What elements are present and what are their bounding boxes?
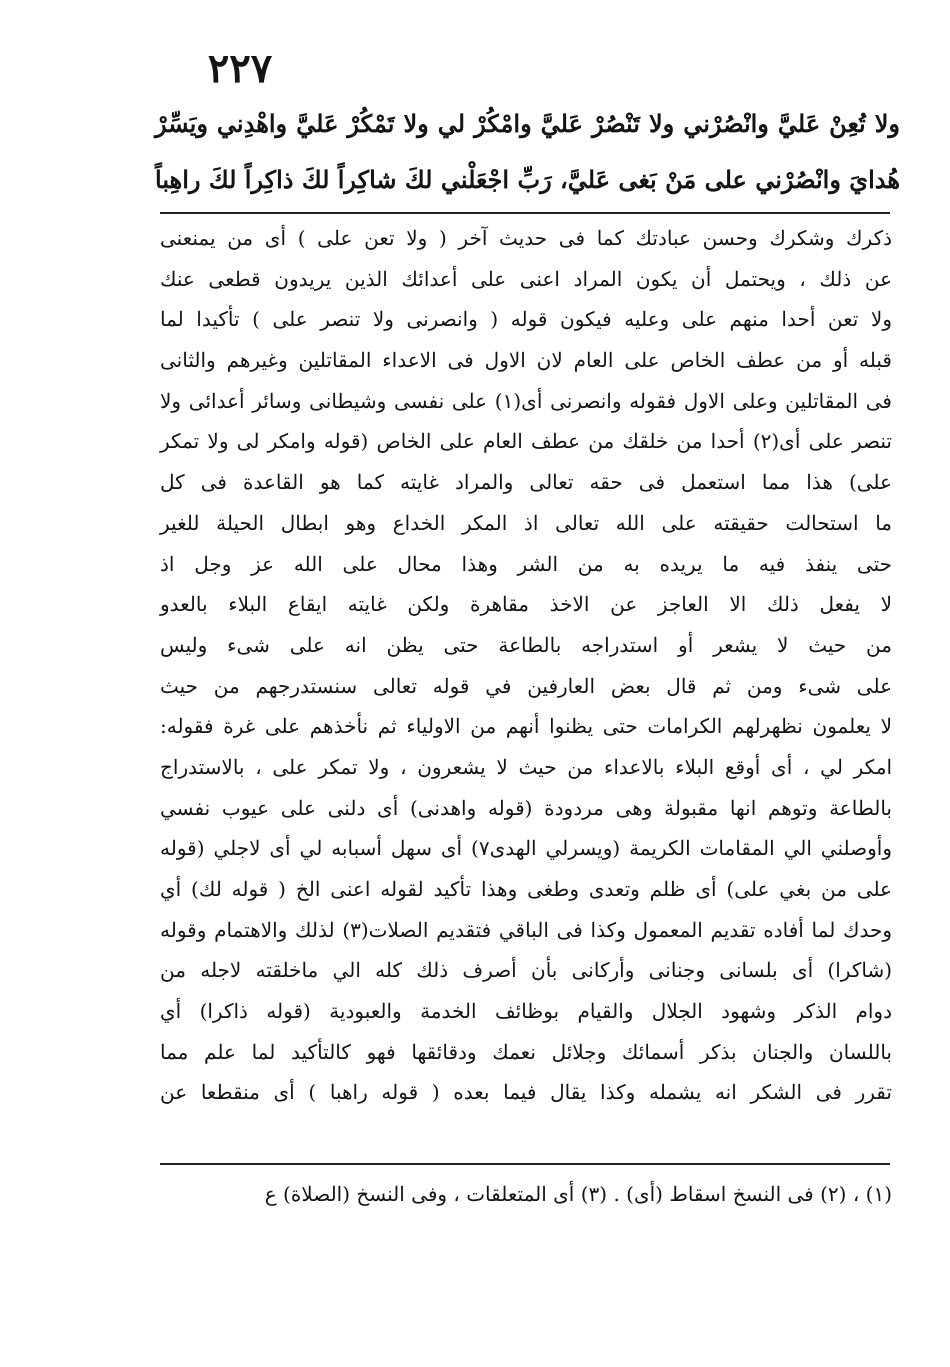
commentary-line: عن ذلك ، ويحتمل أن يكون المراد اعنى على أعدائك الذين يريدون قطعى عنك <box>160 266 892 291</box>
commentary-line: تنصر على أى(٢) أحدا من خلقك من عطف العام على الخاص (قوله وامكر لى ولا تمكر <box>160 429 892 454</box>
commentary-line: على من بغي على) أى ظلم وتعدى وطغى وهذا تأكيد لقوله اعنى الخ ( قوله لك) أي <box>160 877 892 901</box>
commentary-line: لا يعلمون نظهرلهم الكرامات حتى يظنوا أنهم من الاولياء ثم نأخذهم على غرة فقوله: <box>160 714 892 739</box>
footnote: (١) ، (٢) فى النسخ اسقاط (أى) . (٣) أى المتعلقات ، وفى النسخ (الصلاة) ع <box>264 1182 892 1206</box>
commentary-line: باللسان والجنان بذكر أسمائك وجلائل نعمك ودقائقها فهو كالتأكيد لما علم مما <box>160 1039 892 1064</box>
commentary-line: ما استحالت حقيقته على الله تعالى اذ المكر الخداع وهو ابطال الحيلة للغير <box>160 510 892 535</box>
commentary-line: ولا تعن أحدا منهم على وعليه فيكون قوله ( وانصرنى ولا تنصر على ) تأكيدا لما <box>160 307 892 332</box>
commentary-line: لا يفعل ذلك الا العاجز عن الاخذ مقاهرة ولكن غايته ايقاع البلاء بالعدو <box>160 592 892 617</box>
commentary-line: ذكرك وشكرك وحسن عبادتك كما فى حديث آخر ( ولا تعن على ) أى من يمنعنى <box>160 226 892 250</box>
commentary <box>160 218 892 1113</box>
commentary-line: حتى ينفذ فيه ما يريده به من الشر وهذا محال على الله عز وجل اذ <box>160 551 892 576</box>
commentary-line: وحدك لما أفاده تقديم المعمول وكذا فى الباقي فتقديم الصلات(٣) لذلك والاهتمام وقوله <box>160 917 892 942</box>
commentary-line: على شىء ومن ثم قال بعض العارفين في قوله تعالى سنستدرجهم من حيث <box>160 673 892 698</box>
commentary-line: فى المقاتلين وعلى الاول فقوله وانصرنى أى(١) على نفسى وشيطانى وسائر أعدائى ولا <box>160 388 892 413</box>
commentary-line: وأوصلني الي المقامات الكريمة (ويسرلي الهدى٧) أى سهل أسبابه لي أى لاجلي (قوله <box>160 836 892 861</box>
commentary-line: قبله أو من عطف الخاص على العام لان الاول فى الاعداء المقاتلين وغيرهم والثانى <box>160 348 892 373</box>
top-divider <box>160 212 890 214</box>
commentary-line: بالطاعة وتوهم انها مقبولة وهى مردودة (قوله واهدنى) أى دلنى على عيوب نفسي <box>160 795 892 820</box>
commentary-line: امكر لي ، أى أوقع البلاء بالاعداء من حيث لا يشعرون ، ولا تمكر على ، بالاستدراج <box>160 754 892 779</box>
page-number: ٢٢٧ <box>207 45 273 92</box>
commentary-line: (شاكرا) أى بلسانى وجنانى وأركانى بأن أصرف ذلك كله الي ماخلقته لاجله من <box>160 958 892 983</box>
commentary-line: تقرر فى الشكر انه يشمله وكذا يقال فيما بعده ( قوله راهبا ) أى منقطعا عن <box>160 1080 892 1105</box>
commentary-line: من حيث لا يشعر أو استدراجه بالطاعة حتى يظن انه على شىء وليس <box>160 632 892 657</box>
commentary-line: على) هذا مما استعمل فى حقه تعالى والمراد غايته كما هو القاعدة فى كل <box>160 470 892 495</box>
matn-line: هُدايَ وانْصُرْني على مَنْ بَغى عَليَّ، رَبِّ اجْعَلْني لكَ شاكِراً لكَ ذاكِراً لكَ راهِباً <box>155 165 900 194</box>
footnote-divider <box>160 1163 890 1165</box>
matn-line: ولا تُعِنْ عَليَّ وانْصُرْني ولا تَنْصُرْ عَليَّ وامْكُرْ لي ولا تَمْكُرْ عَليَّ واهْدِني ويَسِّرْ <box>155 109 900 138</box>
commentary-line: دوام الذكر وشهود الجلال والقيام بوظائف الخدمة والعبودية (قوله ذاكرا) أي <box>160 999 892 1024</box>
